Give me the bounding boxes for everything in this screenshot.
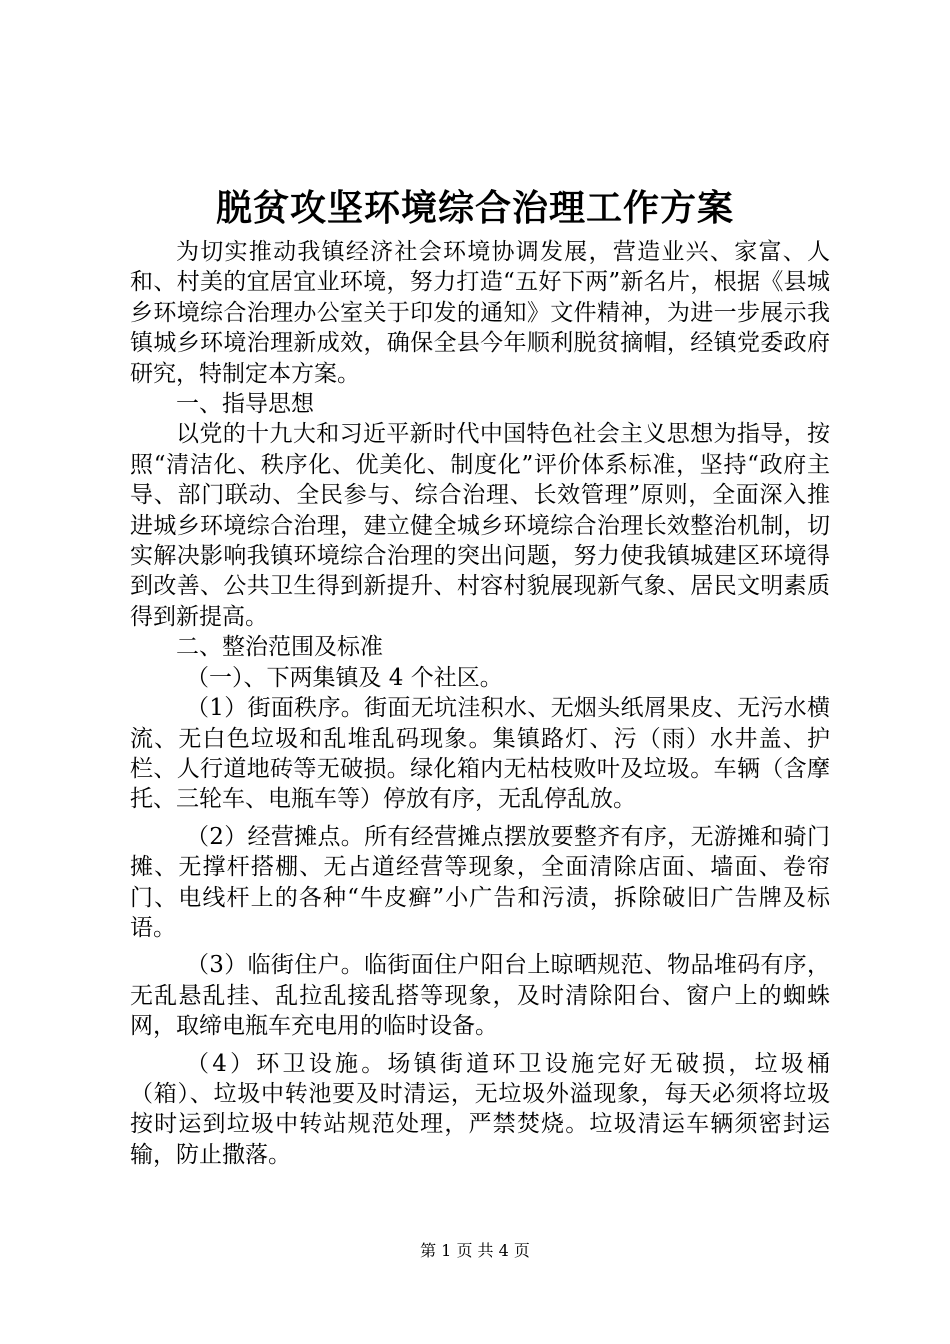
document-title: 脱贫攻坚环境综合治理工作方案 — [215, 187, 734, 229]
guiding-ideology-paragraph: 以党的十九大和习近平新时代中国特色社会主义思想为指导，按照“清洁化、秩序化、优美化、制度化”评价体系标准，坚持“政府主导、部门联动、全民参与、综合治理、长效管理”原则，全面深入推进城乡环境综合治理，建立健全城乡环境综合治理长效整治机制，切实解决影响我镇环境综合治理的突出问题，努力使我镇城建区环境得到改善、公共卫生得到新提升、村容村貌展现新气象、居民文明素质得到新提高。 — [130, 421, 830, 630]
section-heading-scope-standards: 二、整治范围及标准 — [176, 634, 383, 661]
item-business-stalls: （2）经营摊点。所有经营摊点摆放要整齐有序，无游摊和骑门摊、无撑杆搭棚、无占道经营等现象，全面清除店面、墙面、卷帘门、电线杆上的各种“牛皮癣”小广告和污渍，拆除破旧广告牌及标语。 — [130, 823, 830, 941]
item-street-residents: （3）临街住户。临街面住户阳台上晾晒规范、物品堆码有序，无乱悬乱挂、乱拉乱接乱搭等现象，及时清除阳台、窗户上的蜘蛛网，取缔电瓶车充电用的临时设备。 — [130, 952, 830, 1040]
page-footer: 第 1 页 共 4 页 — [420, 1241, 530, 1260]
subsection-heading-town: （一）、下两集镇及 4 个社区。 — [186, 664, 503, 691]
document-body — [130, 237, 830, 1170]
intro-paragraph: 为切实推动我镇经济社会环境协调发展，营造业兴、家富、人和、村美的宜居宜业环境，努力打造“五好下两”新名片，根据《县城乡环境综合治理办公室关于印发的通知》文件精神，为进一步展示我镇城乡环境治理新成效，确保全县今年顺利脱贫摘帽，经镇党委政府研究，特制定本方案。 — [130, 239, 830, 387]
item-sanitation-facilities: （4）环卫设施。场镇街道环卫设施完好无破损，垃圾桶（箱）、垃圾中转池要及时清运，无垃圾外溢现象，每天必须将垃圾按时运到垃圾中转站规范处理，严禁焚烧。垃圾清运车辆须密封运输，防止撒落。 — [130, 1050, 830, 1168]
item-street-order: （1）街面秩序。街面无坑洼积水、无烟头纸屑果皮、无污水横流、无白色垃圾和乱堆乱码现象。集镇路灯、污（雨）水井盖、护栏、人行道地砖等无破损。绿化箱内无枯枝败叶及垃圾。车辆（含摩托、三轮车、电瓶车等）停放有序，无乱停乱放。 — [130, 695, 830, 813]
section-heading-guiding-ideology: 一、指导思想 — [176, 391, 314, 418]
